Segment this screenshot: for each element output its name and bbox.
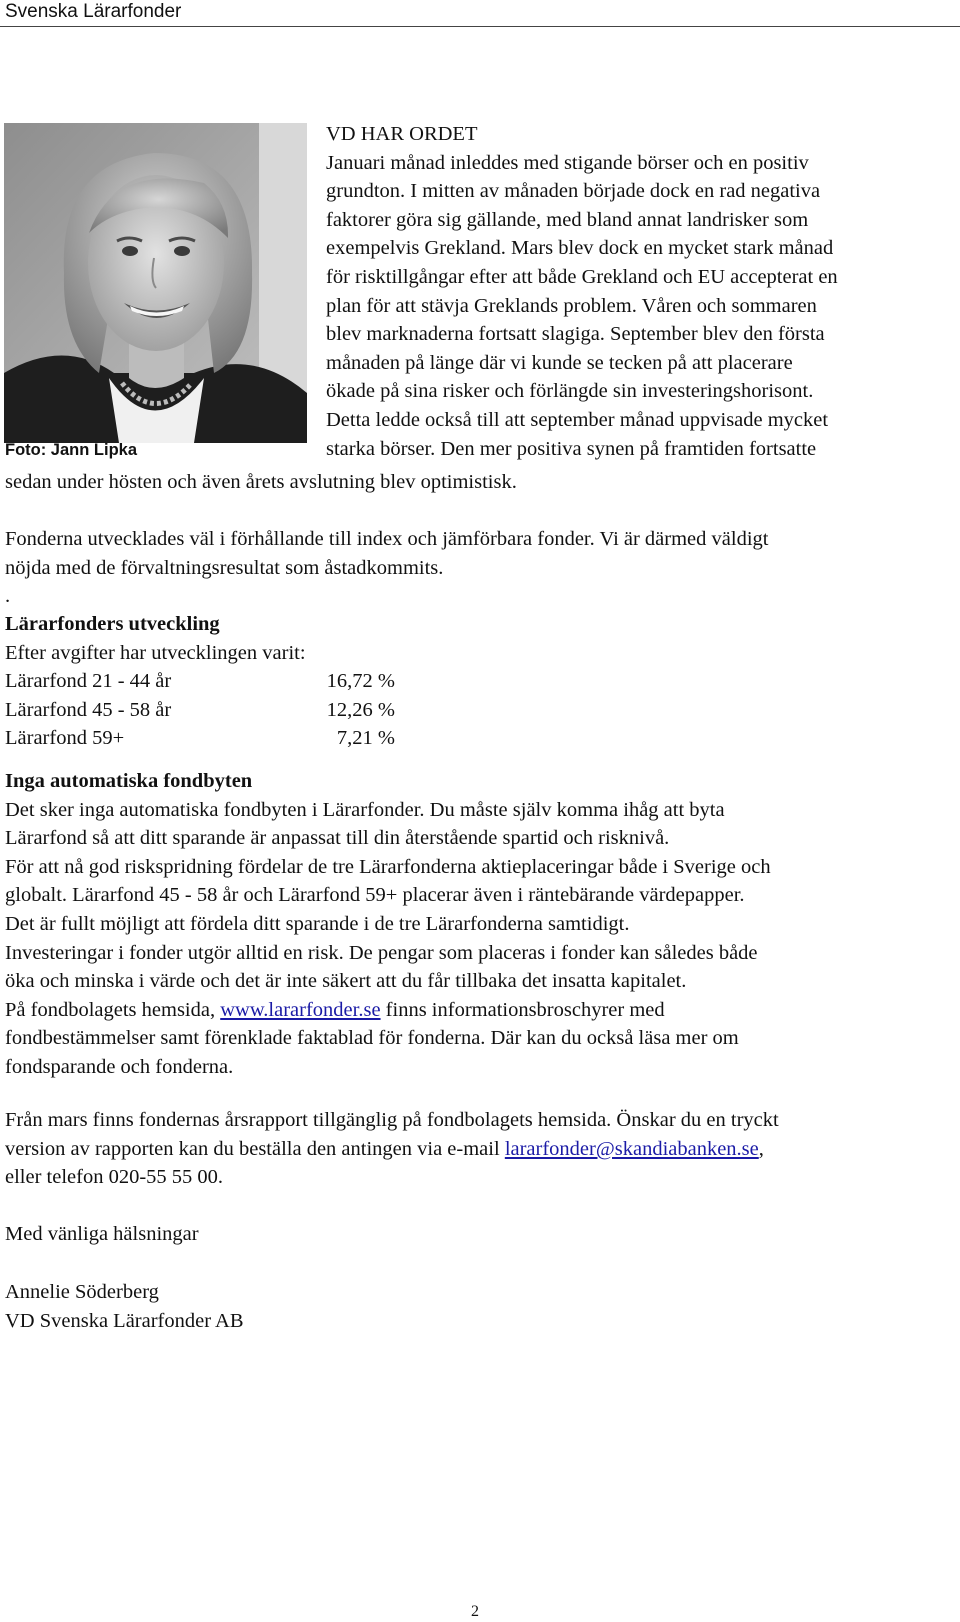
intro-line: sedan under hösten och även årets avslutning blev optimistisk.: [5, 471, 517, 493]
report-line: eller telefon 020-55 55 00.: [5, 1166, 224, 1189]
fund-name: Lärarfond 59+: [5, 727, 125, 750]
portrait-photo: [4, 123, 307, 443]
intro-heading: VD HAR ORDET: [326, 123, 478, 145]
fund-row: [5, 667, 405, 696]
fund-return: 7,21 %: [336, 727, 395, 750]
report-line: [5, 1135, 955, 1164]
fund-name: Lärarfond 21 - 44 år: [5, 670, 172, 693]
intro-continuation: [5, 468, 950, 497]
intro-line: exempelvis Grekland. Mars blev dock en mycket stark månad: [326, 237, 834, 260]
intro-line: Januari månad inleddes med stigande börser och en positiv: [326, 151, 809, 174]
results-section: [5, 525, 955, 611]
switching-line: Investeringar i fonder utgör alltid en risk. De pengar som placeras i fonder kan således både: [5, 941, 758, 964]
intro-line: plan för att stävja Greklands problem. Våren och sommaren: [326, 294, 817, 317]
report-section: [5, 1106, 955, 1192]
intro-line: Detta ledde också till att september månad uppvisade mycket: [326, 408, 829, 431]
closing-greeting: Med vänliga hälsningar: [5, 1223, 199, 1245]
switching-line: fondbestämmelser samt förenklade faktablad för fonderna. Där kan du också läsa mer om: [5, 1027, 739, 1050]
intro-section: [326, 120, 956, 463]
development-section: [5, 610, 955, 753]
switching-line: För att nå god riskspridning fördelar de tre Lärarfonderna aktieplaceringar både i Sverige och: [5, 855, 771, 878]
switching-heading: Inga automatiska fondbyten: [5, 770, 253, 792]
page-header: Svenska Lärarfonder: [5, 1, 182, 22]
intro-line: starka börser. Den mer positiva synen på framtiden fortsatte: [326, 437, 817, 460]
website-line: [5, 996, 955, 1025]
intro-line: grundton. I mitten av månaden började dock en rad negativa: [326, 180, 821, 203]
intro-line: månaden på länge där vi kunde se tecken på att placerare: [326, 351, 793, 374]
photo-caption: Foto: Jann Lipka: [5, 441, 137, 459]
report-line-pre: version av rapporten kan du beställa den antingen via e-mail: [5, 1137, 505, 1160]
fund-row: [5, 724, 405, 753]
fund-return: 12,26 %: [326, 698, 395, 721]
results-dot: .: [5, 585, 11, 608]
intro-line: ökade på sina risker och förlängde sin investeringshorisont.: [326, 380, 814, 403]
development-intro: Efter avgifter har utvecklingen varit:: [5, 641, 306, 664]
signature-title: VD Svenska Lärarfonder AB: [5, 1309, 244, 1332]
report-line: Från mars finns fondernas årsrapport tillgänglig på fondbolagets hemsida. Önskar du en tryckt: [5, 1109, 779, 1131]
closing-greeting-block: [5, 1220, 955, 1249]
website-link[interactable]: www.lararfonder.se: [220, 998, 381, 1021]
website-pre: På fondbolagets hemsida,: [5, 998, 221, 1021]
website-post: finns informationsbroschyrer med: [380, 998, 665, 1021]
development-heading: Lärarfonders utveckling: [5, 613, 220, 635]
intro-line: faktorer göra sig gällande, med bland annat landrisker som: [326, 208, 809, 231]
switching-section: [5, 767, 955, 1082]
switching-line: öka och minska i värde och det är inte säkert att du får tillbaka det insatta kapitalet.: [5, 970, 687, 993]
fund-row: [5, 696, 405, 725]
fund-name: Lärarfond 45 - 58 år: [5, 698, 172, 721]
intro-line: för risktillgångar efter att både Grekland och EU accepterat en: [326, 265, 838, 288]
results-line: Fonderna utvecklades väl i förhållande till index och jämförbara fonder. Vi är därmed väldigt: [5, 528, 769, 550]
switching-line: Det är fullt möjligt att fördela ditt sparande i de tre Lärarfonderna samtidigt.: [5, 912, 630, 935]
switching-line: Lärarfond så att ditt sparande är anpassat till din återstående spartid och risknivå.: [5, 827, 670, 850]
page-number: 2: [471, 1603, 479, 1620]
report-line-post: ,: [758, 1137, 764, 1160]
switching-line: globalt. Lärarfond 45 - 58 år och Lärarfond 59+ placerar även i räntebärande värdepapper.: [5, 884, 745, 907]
intro-line: blev marknaderna fortsatt slagiga. September blev den första: [326, 323, 825, 346]
results-line: nöjda med de förvaltningsresultat som åstadkommits.: [5, 556, 444, 579]
signature-name: Annelie Söderberg: [5, 1281, 159, 1303]
email-link[interactable]: lararfonder@skandiabanken.se: [504, 1137, 759, 1160]
fund-return: 16,72 %: [326, 670, 395, 693]
switching-line: Det sker inga automatiska fondbyten i Lärarfonder. Du måste själv komma ihåg att byta: [5, 798, 725, 821]
switching-line: fondsparande och fonderna.: [5, 1055, 234, 1078]
signature-block: [5, 1278, 955, 1335]
header-divider: [0, 26, 960, 27]
